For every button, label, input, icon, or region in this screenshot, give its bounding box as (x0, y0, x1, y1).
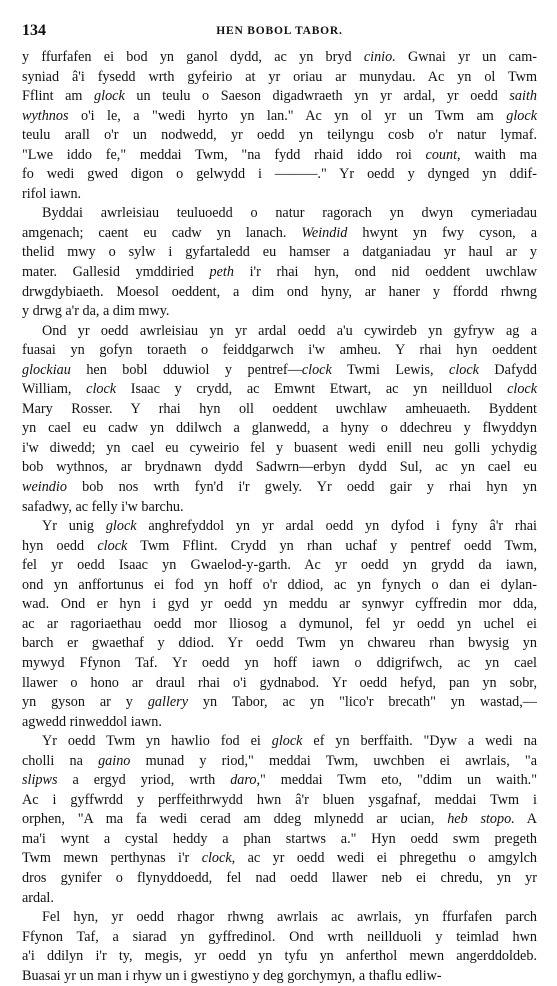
italic-text: clock (449, 361, 479, 378)
text-line: dros gynifer o flynyddoedd, fel nad oedd llawer neb ei chredu, yn yr (22, 869, 537, 886)
text-line: teulu arall o'r un nodwedd, yr oedd yn teilyngu cosb o'r natur lymaf. (22, 127, 537, 144)
italic-text: clock (97, 537, 128, 554)
text-line: ardal. (22, 889, 54, 906)
italic-text: glock (271, 733, 303, 750)
italic-text: glock (105, 518, 137, 535)
text-line: Buasai yr un man i rhyw un i gwestiyno y deg gorchymyn, a thaflu edliw- (22, 967, 442, 984)
italic-text: Weindid (301, 224, 348, 241)
text-line: Yr unig glock anghrefyddol yn yr ardal oedd yn dyfod i fyny â'r rhai (42, 518, 537, 535)
italic-text: weindio (22, 479, 67, 496)
text-line: cholli na gaino munad y riod," meddai Twm, uwchben ei awrlais, "a (22, 752, 537, 769)
text-line: fuasai yn gofyn toraeth o feiddgarwch i'w amheu. Y rhai hyn oeddent (22, 342, 537, 359)
page-header (22, 20, 537, 48)
text-line: Mary Rosser. Y rhai hyn oll oeddent uwchlaw amheuaeth. Byddent (22, 400, 537, 417)
text-line: y drwg a'r da, a dim mwy. (22, 303, 170, 320)
paragraph (22, 517, 537, 732)
text-line: mater. Gallesid ymddiried peth i'r rhai hyn, ond nid oeddent uwchlaw (22, 264, 537, 281)
italic-text: cinio. (363, 49, 396, 65)
text-line: fo wedi gwed digon o gelwydd i ———." Yr oedd y dynged yn ddif- (22, 166, 537, 183)
text-line: thelid mwy o sylw i gyfartaledd eu hamser a datganiadau yr haul ar y (22, 244, 537, 261)
text-line: Ffynon Taf, a siarad yn gyffredinol. Ond wrth neillduoli y teimlad hwn (22, 928, 537, 945)
text-line: Twm mewn perthynas i'r clock, ac yr oedd wedi ei phregethu o amgylch (22, 850, 537, 867)
text-line: "Lwe iddo fe," meddai Twm, "na fydd rhaid iddo roi count, waith ma (22, 146, 537, 163)
text-line: slipws a ergyd yriod, wrth daro," meddai Twm eto, "ddim un waith." (22, 772, 537, 789)
text-line: Byddai awrleisiau teuluoedd o natur ragorach yn dwyn cymeriadau (42, 205, 537, 222)
text-line: wad. Ond er hyn i gyd yr oedd yn meddu ar synwyr cyffredin mor dda, (22, 596, 537, 613)
text-line: y ffurfafen ei bod yn ganol dydd, ac yn bryd cinio. Gwnai yr un cam- (22, 49, 537, 65)
text-line: ond yn anffortunus ei fod yn hoff o'r ddiod, ac yn fynych o dan ei dylan- (22, 576, 537, 593)
text-line: syniad â'i fysedd wrth gyfeirio at yr oriau ar munydau. Ac yn ol Twm (22, 68, 537, 85)
text-line: hyn oedd clock Twm Fflint. Crydd yn rhan uchaf y pentref oedd Twm, (22, 537, 537, 554)
body-text (22, 48, 537, 986)
text-line: i'w diwedd; yn cael eu cyweirio fel y buasent wedi enill neu golli ychydig (22, 439, 537, 456)
text-line: Fflint am glock un teulu o Saeson digadwraeth yn yr ardal, yr oedd saith (22, 88, 537, 105)
italic-text: gallery (147, 694, 188, 711)
italic-text: count, (425, 146, 461, 163)
text-line: ac ar ragoriaethau oedd mor lliosog a dymunol, fel yr oedd yn uchel ei (22, 615, 537, 632)
text-line: Ond yr oedd awrleisiau yn yr ardal oedd a'u cywirdeb yn gyfryw ag a (42, 322, 537, 339)
text-line: Ac i gyffwrdd y perffeithrwydd hwn â'r bluen ysgafnaf, meddai Twm i (22, 791, 537, 808)
text-line: amgenach; caent eu cadw yn lanach. Weindid hwynt yn fwy cyson, a (22, 224, 537, 241)
italic-text: saith (509, 88, 537, 105)
text-line: a'i ddilyn i'r ty, megis, yr oedd yn tyfu yn anferthol mewn angerddoldeb. (22, 948, 537, 965)
text-line: barch er gwaethaf y ddiod. Yr oedd Twm yn chwareu rhan bwysig yn (22, 635, 537, 652)
page-number: 134 (22, 22, 46, 39)
text-line: Yr oedd Twm yn hawlio fod ei glock ef yn berffaith. "Dyw a wedi na (42, 733, 537, 750)
italic-text: glock (506, 107, 537, 124)
italic-text: clock (86, 381, 117, 398)
paragraph (22, 204, 537, 321)
text-line: orphen, "A ma fa wedi cerad am ddeg mlynedd ar ucian, heb stopo. A (22, 811, 537, 828)
italic-text: gaino (98, 752, 131, 769)
italic-text: wythnos (22, 107, 69, 124)
text-line: agwedd rinweddol iawn. (22, 713, 162, 730)
text-line: ma'i wynt a cystal heddy a phan startws a." Hyn oedd swm pregeth (22, 830, 537, 847)
italic-text: heb stopo. (447, 811, 515, 828)
text-line: glockiau hen bobl dduwiol y pentref—clock Twmi Lewis, clock Dafydd (22, 361, 537, 378)
text-line: mywyd Ffynon Taf. Yr oedd yn hoff iawn o ddigrifwch, ac yn cael (22, 654, 537, 671)
italic-text: slipws (22, 772, 58, 789)
italic-text: glockiau (22, 361, 71, 378)
paragraph (22, 48, 537, 204)
paragraph (22, 732, 537, 908)
paragraph (22, 322, 537, 517)
text-line: rifol iawn. (22, 185, 82, 202)
text-line: bob wythnos, ar brydnawn dydd Sadwrn—erbyn dydd Sul, ac yn cael eu (22, 459, 537, 476)
italic-text: clock, (201, 850, 236, 867)
running-head: HEN BOBOL TABOR. (216, 25, 343, 37)
text-line: yn cael eu cadw yn ddilwch a glanwedd, a hyny o ddechreu y flwyddyn (22, 420, 537, 437)
text-line: safadwy, ac felly i'w barchu. (22, 498, 184, 515)
text-line: Fel hyn, yr oedd rhagor rhwng awrlais ac awrlais, yn ffurfafen parch (42, 909, 537, 926)
text-line: yn gyson ar y gallery yn Tabor, ac yn "lico'r brecath" yn wastad,— (22, 694, 537, 711)
italic-text: clock (301, 361, 332, 378)
paragraph (22, 908, 537, 986)
text-line: wythnos o'i le, a "wedi hyrto yn lan." Ac yn ol yr un Twm am glock (22, 107, 537, 124)
italic-text: glock (94, 88, 125, 105)
text-line: fel yr oedd Isaac yn Gwaelod-y-garth. Ac yr oedd yn grydd da iawn, (22, 557, 537, 574)
italic-text: clock (507, 381, 537, 398)
text-line: weindio bob nos wrth fyn'd i'r gwely. Yr oedd gair y rhai hyn yn (22, 479, 537, 496)
text-line: llawer o hono ar draul rhai o'i gydnabod. Yr oedd hefyd, pan yn sobr, (22, 674, 537, 691)
italic-text: daro, (230, 772, 261, 789)
italic-text: peth (209, 264, 234, 281)
text-line: William, clock Isaac y crydd, ac Emwnt Etwart, ac yn neillduol clock (22, 381, 537, 398)
text-line: drwgdybiaeth. Moesol oeddent, a dim ond hyny, ar haner y ffordd rhwng (22, 283, 537, 300)
